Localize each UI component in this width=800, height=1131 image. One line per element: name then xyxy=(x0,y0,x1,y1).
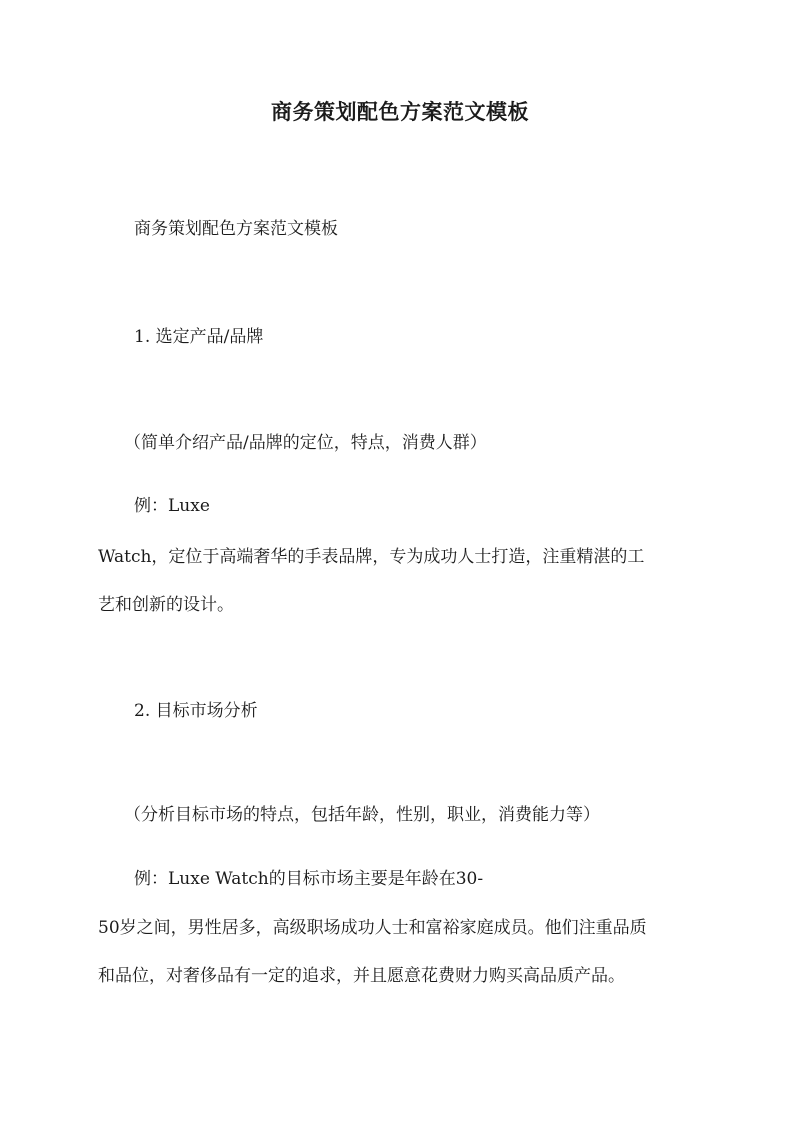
section-1-heading: 1. 选定产品/品牌 xyxy=(134,327,264,347)
document-title: 商务策划配色方案范文模板 xyxy=(271,99,529,124)
section-1-example-line: 艺和创新的设计。 xyxy=(98,595,234,615)
section-1-example-line: 例：Luxe xyxy=(134,496,210,516)
section-1-instruction: （简单介绍产品/品牌的定位，特点，消费人群） xyxy=(124,433,487,453)
section-2-instruction: （分析目标市场的特点，包括年龄，性别，职业，消费能力等） xyxy=(124,805,600,825)
section-2-heading: 2. 目标市场分析 xyxy=(134,701,258,721)
document-subtitle: 商务策划配色方案范文模板 xyxy=(134,219,338,239)
section-1-example-line: Watch，定位于高端奢华的手表品牌，专为成功人士打造，注重精湛的工 xyxy=(98,547,645,567)
section-2-example-line: 和品位，对奢侈品有一定的追求，并且愿意花费财力购买高品质产品。 xyxy=(98,966,625,986)
section-2-example-line: 例：Luxe Watch的目标市场主要是年龄在30- xyxy=(134,869,484,889)
section-2-example-line: 50岁之间，男性居多，高级职场成功人士和富裕家庭成员。他们注重品质 xyxy=(98,918,647,938)
